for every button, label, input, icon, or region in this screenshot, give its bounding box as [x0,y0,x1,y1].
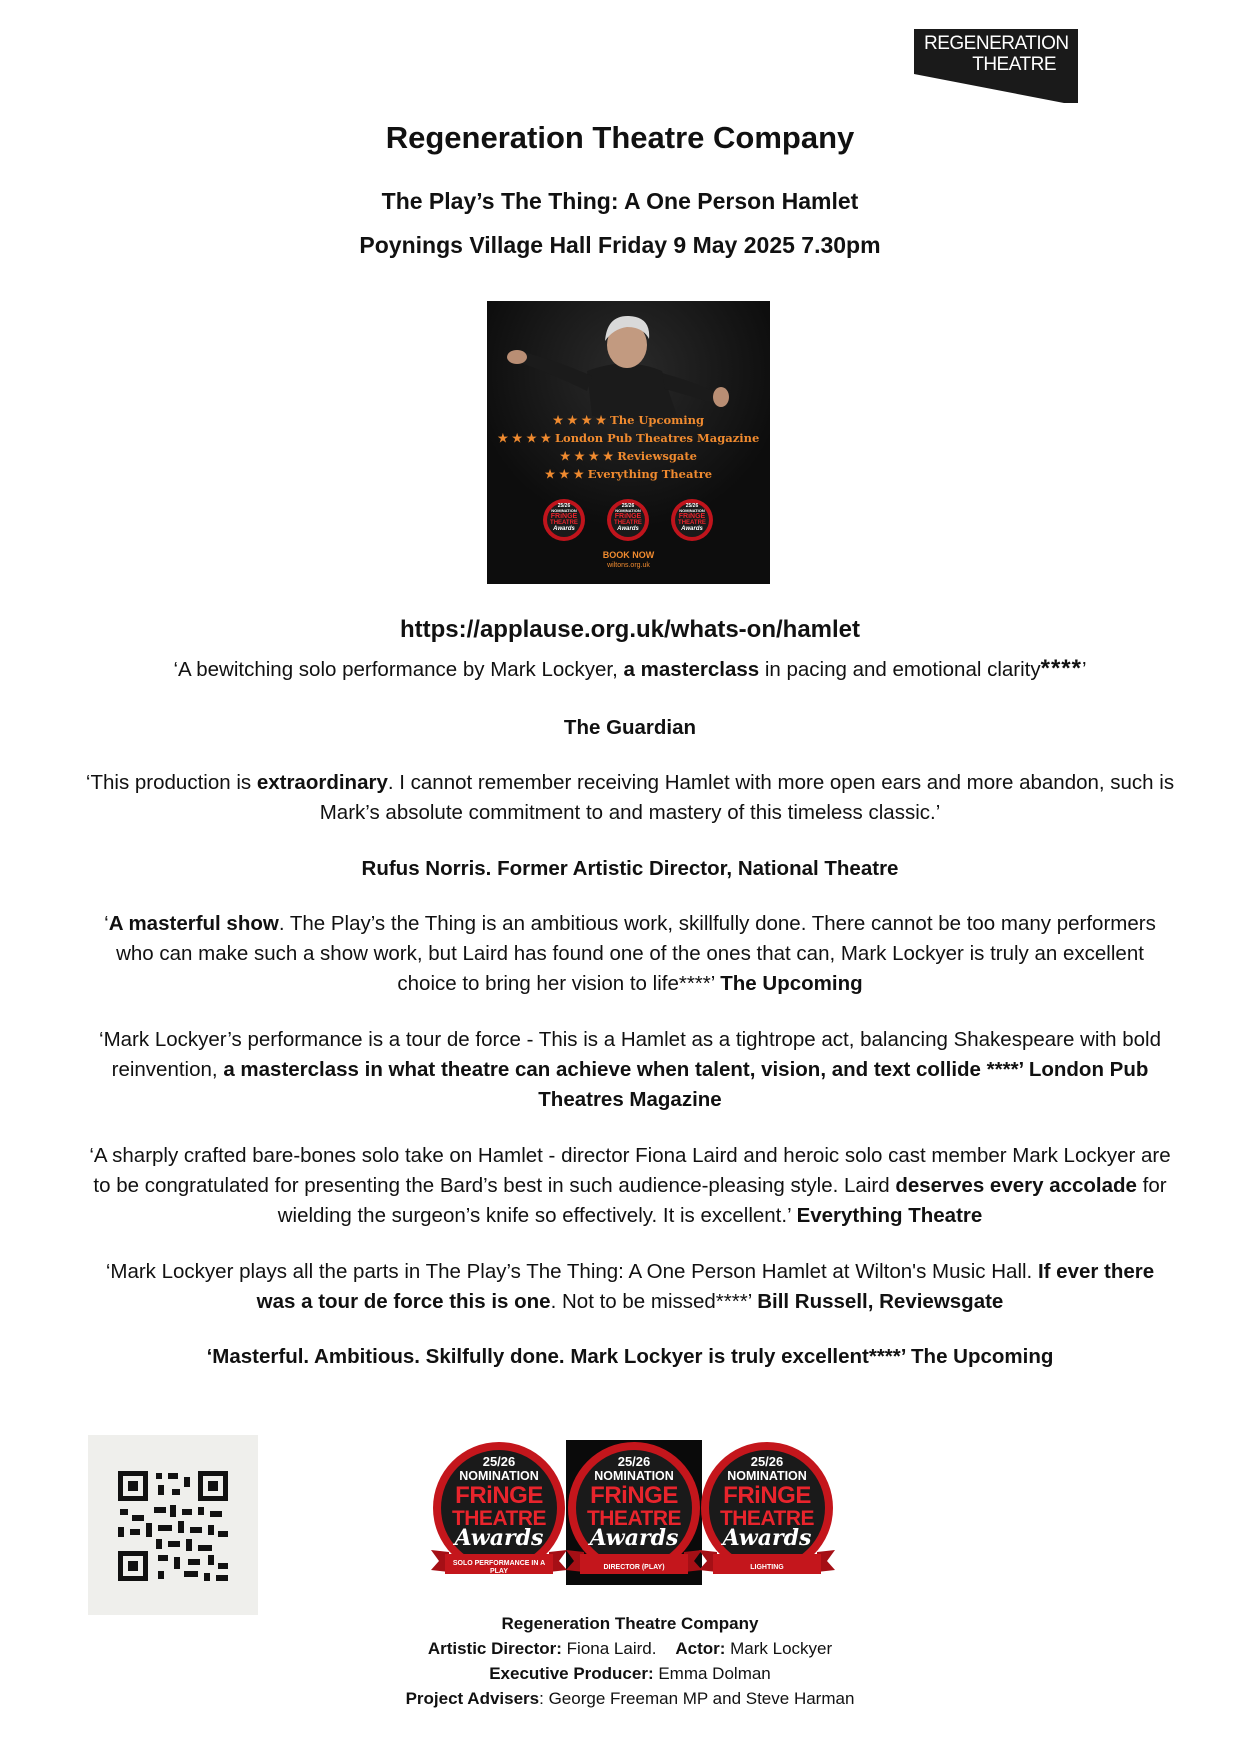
show-title: The Play’s The Thing: A One Person Hamlet [381,188,859,214]
award-year: 25/26 [482,1454,516,1469]
company-logo [914,29,1078,103]
award-badge-lighting [699,1440,835,1590]
poster-badge-awards: Awards [617,526,639,532]
review-reviewsgate [85,1257,1175,1317]
poster-badge-fringe: FRiNGE [614,513,642,520]
poster-image [487,301,770,584]
award-category: SOLO PERFORMANCE IN A PLAY [452,1560,546,1575]
poster-review-4: ★ ★ ★ Everything Theatre [544,467,713,481]
review-source: The Upcoming [720,972,863,995]
review-stars: **** [1040,655,1082,682]
poster-badge-theatre: THEATRE [550,520,578,526]
footer-value: : George Freeman MP and Steve Harman [539,1689,855,1708]
poster-badge-theatre: THEATRE [614,520,642,526]
footer-label: Project Advisers [405,1689,540,1708]
award-nomination: NOMINATION [459,1469,539,1483]
qr-code[interactable] [88,1435,258,1615]
poster-badge-2 [605,497,651,543]
review-text: in pacing and emotional clarity [759,658,1041,681]
poster-badge-3 [669,497,715,543]
review-text: . The Play’s the Thing is an ambitious work, skillfully done. There cannot be too many performers who can make such a show work, but Laird has found one of the ones that can, Mark Lockyer is truly an excellent choice to bring her vision to life****’ [116,912,1156,995]
award-fringe: FRiNGE [455,1482,543,1509]
venue-date: Poynings Village Hall Friday 9 May 2025 7.30pm [359,232,881,258]
footer-credits-line-3 [0,1686,1240,1711]
poster-review-1: ★ ★ ★ ★ The Upcoming [552,413,705,427]
review-upcoming-1 [85,909,1175,999]
award-theatre: THEATRE [586,1507,682,1530]
award-awards: Awards [722,1525,812,1551]
logo-line-1: REGENERATION [924,33,1069,54]
review-norris [85,768,1175,828]
qr-code-pattern [88,1435,258,1615]
review-text: ‘A sharply crafted bare-bones solo take on Hamlet - director Fiona Laird and heroic solo cast member Mark Lockyer are to be congratulated for presenting the Bard’s best in such audience-pleasing style. Laird [89,1144,1171,1197]
logo-line-2: THEATRE [972,54,1056,75]
poster-badge-nom: NOMINATION [679,508,705,513]
footer-company: Regeneration Theatre Company [501,1614,759,1633]
footer-value: Fiona Laird. [561,1639,657,1658]
footer-label: Actor: [675,1639,726,1658]
award-nomination: NOMINATION [594,1469,674,1483]
poster-review-3: ★ ★ ★ ★ Reviewsgate [560,449,697,463]
award-year: 25/26 [617,1454,651,1469]
review-close-quote: ’ [1081,658,1087,681]
review-text: ‘Mark Lockyer’s performance is a tour de force - This is a Hamlet as a tightrope act, balancing Shakespeare with bold reinvention, [99,1028,1161,1081]
review-source: London Pub Theatres Magazine [538,1058,1149,1111]
award-category: LIGHTING [750,1564,784,1571]
page-title: Regeneration Theatre Company [385,120,855,155]
review-highlight: extraordinary [256,771,388,794]
review-guardian [85,654,1175,685]
poster-badge-awards: Awards [681,526,703,532]
poster-badge-theatre: THEATRE [678,520,706,526]
award-theatre: THEATRE [719,1507,815,1530]
award-nomination: NOMINATION [727,1469,807,1483]
poster-badge-nom: NOMINATION [615,508,641,513]
review-source: Everything Theatre [796,1204,983,1227]
footer-value: Emma Dolman [653,1664,771,1683]
footer-label: Executive Producer: [489,1664,654,1683]
footer-label: Artistic Director: [427,1639,562,1658]
review-highlight: a masterclass [623,658,760,681]
award-fringe: FRiNGE [723,1482,811,1509]
award-awards: Awards [589,1525,679,1551]
poster-badge-year: 25/26 [621,503,635,509]
review-everything-theatre [85,1141,1175,1231]
review-open-quote: ‘ [104,912,109,935]
poster-badge-awards: Awards [553,526,575,532]
poster-badge-1 [541,497,587,543]
poster-book-now: BOOK NOW [602,550,655,560]
award-theatre: THEATRE [451,1507,547,1530]
award-badge-director [566,1440,702,1590]
award-badge-solo-performance [431,1440,567,1590]
award-fringe: FRiNGE [590,1482,678,1509]
review-source-guardian: The Guardian [563,716,697,739]
review-source: Bill Russell, Reviewsgate [757,1290,1004,1313]
review-text: ‘Mark Lockyer plays all the parts in The Play’s The Thing: A One Person Hamlet at Wilton's Music Hall. [105,1260,1038,1283]
review-text: . Not to be missed****’ [550,1290,758,1313]
footer-credits-line-2 [0,1661,1240,1686]
poster-badge-year: 25/26 [557,503,571,509]
poster-review-2: ★ ★ ★ ★ London Pub Theatres Magazine [497,431,760,445]
review-lptm [85,1025,1175,1115]
poster-badge-fringe: FRiNGE [678,513,706,520]
review-highlight: deserves every accolade [895,1174,1137,1197]
award-category: DIRECTOR (PLAY) [603,1564,665,1571]
review-text: ‘This production is [85,771,257,794]
review-highlight: a masterclass in what theatre can achieve when talent, vision, and text collide [223,1058,981,1081]
award-awards: Awards [454,1525,544,1551]
review-highlight: If ever there was a tour de force this is one [256,1260,1155,1313]
poster-badge-fringe: FRiNGE [550,513,578,520]
award-year: 25/26 [750,1454,784,1469]
footer-value: Mark Lockyer [725,1639,833,1658]
review-stars: ****’ [980,1058,1029,1081]
logo-text [924,33,1069,75]
review-upcoming-2: ‘Masterful. Ambitious. Skilfully done. Mark Lockyer is truly excellent****’ The Upcoming [206,1345,1054,1368]
poster-url: wiltons.org.uk [607,562,650,569]
booking-link[interactable]: https://applause.org.uk/whats-on/hamlet [399,616,861,643]
poster-badge-year: 25/26 [685,503,699,509]
review-text: for wielding the surgeon’s knife so effectively. It is excellent.’ [277,1174,1167,1227]
footer-credits-line-1 [0,1636,1240,1661]
review-text: ‘A bewitching solo performance by Mark Lockyer, [173,658,624,681]
review-text: . I cannot remember receiving Hamlet with more open ears and more abandon, such is Mark’s absolute commitment to and mastery of this timeless classic.’ [319,771,1175,824]
review-highlight: A masterful show [108,912,279,935]
review-source-norris: Rufus Norris. Former Artistic Director, National Theatre [361,857,899,880]
poster-badge-nom: NOMINATION [551,508,577,513]
